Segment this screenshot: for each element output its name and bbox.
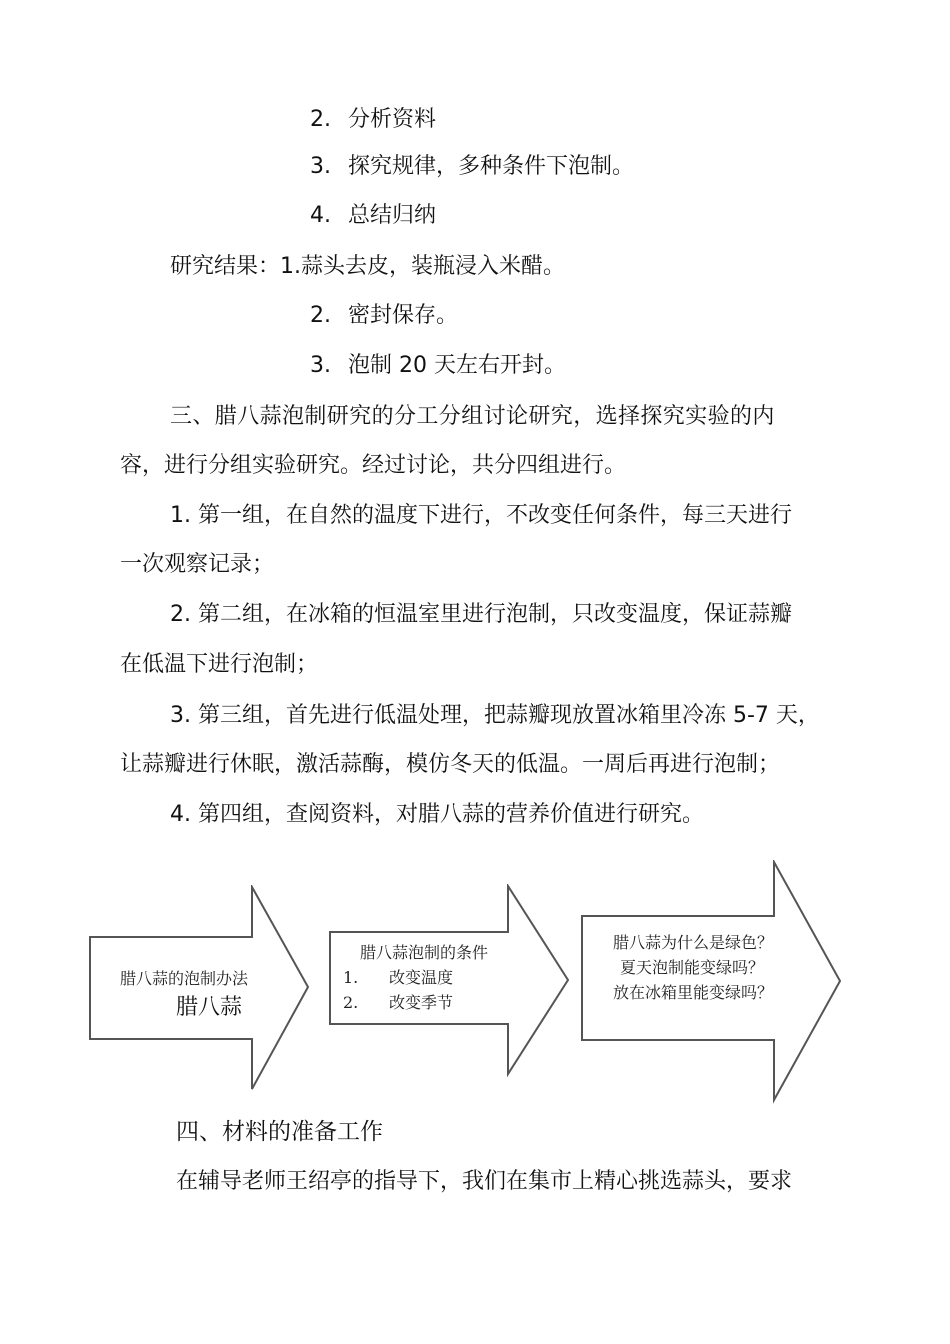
result-text: 泡制 20 天左右开封。 [348, 353, 566, 378]
step-item [310, 152, 634, 182]
arrow2-item-number: 1. [343, 968, 359, 987]
arrow2-item [343, 965, 453, 988]
arrow2-item [343, 990, 453, 1013]
step-number: 3. [310, 154, 331, 179]
step-text: 探究规律，多种条件下泡制。 [348, 154, 635, 179]
result-item [310, 351, 566, 381]
group3-line2: 让蒜瓣进行休眠，激活蒜酶，模仿冬天的低温。一周后再进行泡制； [120, 752, 781, 777]
result-number: 3. [310, 353, 331, 378]
arrow2-item-text: 改变季节 [389, 993, 454, 1012]
section3-intro-line2: 容，进行分组实验研究。经过讨论，共分四组进行。 [120, 453, 627, 478]
group2-line2: 在低温下进行泡制； [120, 652, 319, 677]
group3-line1: 3. 第三组，首先进行低温处理，把蒜瓣现放置冰箱里冷冻 5-7 天， [170, 703, 820, 728]
arrow3-line: 腊八蒜为什么是绿色？ [613, 933, 774, 952]
arrow3-line: 夏天泡制能变绿吗？ [620, 958, 765, 977]
section4-paragraph: 在辅导老师王绍亭的指导下，我们在集市上精心挑选蒜头，要求 [176, 1169, 793, 1194]
group1-line2: 一次观察记录； [120, 552, 275, 577]
arrow2-item-number: 2. [343, 993, 359, 1012]
arrow2-item-text: 改变温度 [389, 968, 454, 987]
group4-line: 4. 第四组，查阅资料，对腊八蒜的营养价值进行研究。 [170, 802, 704, 827]
step-text: 分析资料 [348, 107, 437, 132]
result-item [310, 301, 458, 331]
group1-line1: 1. 第一组，在自然的温度下进行，不改变任何条件，每三天进行 [170, 503, 792, 528]
result-number: 2. [310, 303, 331, 328]
arrow1-small-text: 腊八蒜的泡制办法 [120, 969, 249, 988]
arrow3-line: 放在冰箱里能变绿吗？ [613, 983, 774, 1002]
section3-intro-line1: 三、腊八蒜泡制研究的分工分组讨论研究，选择探究实验的内 [170, 404, 775, 429]
step-number: 4. [310, 203, 331, 228]
section4-heading: 四、材料的准备工作 [176, 1119, 383, 1145]
arrow2-title: 腊八蒜泡制的条件 [360, 943, 489, 962]
result-text: 密封保存。 [348, 303, 459, 328]
group2-line1: 2. 第二组，在冰箱的恒温室里进行泡制，只改变温度，保证蒜瓣 [170, 602, 792, 627]
step-text: 总结归纳 [348, 203, 437, 228]
step-number: 2. [310, 107, 331, 132]
results-first-line: 研究结果：1.蒜头去皮，装瓶浸入米醋。 [170, 254, 565, 279]
arrow1-big-text: 腊八蒜 [176, 995, 243, 1020]
step-item [310, 201, 436, 231]
step-item [310, 105, 436, 135]
